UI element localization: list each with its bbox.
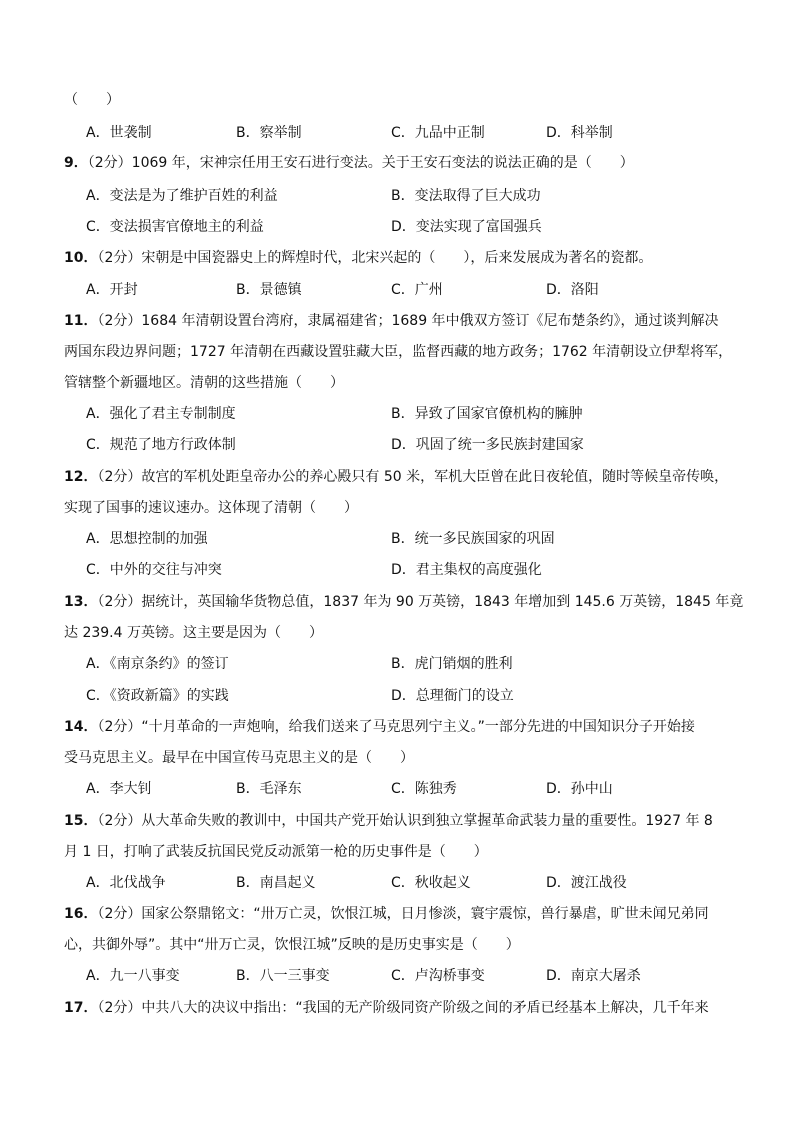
question-12-stem-line2	[64, 494, 764, 522]
stem-text: （2分）中共八大的决议中指出：“我国的无产阶级同资产阶级之间的矛盾已经基本上解决，几千年来	[97, 1000, 709, 1016]
question-12-options-row1	[0, 525, 794, 553]
stem-text: （2分）宋朝是中国瓷器史上的辉煌时代，北宋兴起的（ ），后来发展成为著名的瓷都。	[97, 250, 653, 266]
question-14-stem-line2	[64, 744, 764, 772]
stem-text: 实现了国事的速议速办。这体现了清朝（ ）	[64, 500, 358, 516]
question-number: 10．	[64, 250, 98, 266]
question-number: 14．	[64, 719, 98, 735]
option-c[interactable]: C．卢沟桥事变	[391, 968, 485, 984]
stem-text: 受马克思主义。最早在中国宣传马克思主义的是（ ）	[64, 750, 414, 766]
option-a[interactable]: A．世袭制	[86, 125, 152, 141]
option-b[interactable]: B．毛泽东	[236, 781, 302, 797]
question-number: 16．	[64, 906, 98, 922]
question-16-stem-line2	[64, 931, 764, 959]
option-c[interactable]: C．变法损害官僚地主的利益	[86, 219, 264, 235]
option-d[interactable]: D．巩固了统一多民族封建国家	[391, 437, 584, 453]
question-11-stem-line2	[64, 338, 764, 366]
option-a[interactable]: A．变法是为了维护百姓的利益	[86, 188, 278, 204]
option-a[interactable]: A．强化了君主专制制度	[86, 406, 236, 422]
option-b[interactable]: B．统一多民族国家的巩固	[391, 531, 555, 547]
option-d[interactable]: D．科举制	[546, 125, 613, 141]
option-d[interactable]: D．变法实现了富国强兵	[391, 219, 542, 235]
question-number: 12．	[64, 469, 98, 485]
question-15-stem-line1	[64, 807, 764, 835]
question-10-stem	[64, 244, 764, 272]
question-15-options	[0, 869, 794, 897]
question-13-stem-line2	[64, 619, 764, 647]
option-d[interactable]: D．君主集权的高度强化	[391, 562, 542, 578]
stem-text: （2分）从大革命失败的教训中，中国共产党开始认识到独立掌握革命武装力量的重要性。1927 年 8	[97, 813, 713, 829]
question-number: 11．	[64, 313, 98, 329]
question-9-options-row1	[0, 182, 794, 210]
question-11-stem-line1	[64, 307, 764, 335]
stem-text: （2分）1069 年，宋神宗任用王安石进行变法。关于王安石变法的说法正确的是（ ）	[87, 155, 634, 171]
option-d[interactable]: D．渡江战役	[546, 875, 627, 891]
option-a[interactable]: A．《南京条约》的签订	[86, 656, 229, 672]
question-14-stem-line1	[64, 713, 764, 741]
option-c[interactable]: C．陈独秀	[391, 781, 457, 797]
option-c[interactable]: C．中外的交往与冲突	[86, 562, 222, 578]
option-b[interactable]: B．虎门销烟的胜利	[391, 656, 513, 672]
stem-text: （2分）国家公祭鼎铭文：“卅万亡灵，饮恨江城，日月惨淡，寰宇震惊，兽行暴虐，旷世未闻兄弟同	[97, 906, 709, 922]
option-d[interactable]: D．孙中山	[546, 781, 613, 797]
option-b[interactable]: B．异致了国家官僚机构的臃肿	[391, 406, 583, 422]
question-8-stem-tail	[64, 86, 764, 114]
question-number: 9．	[64, 155, 88, 171]
question-13-stem-line1	[64, 588, 764, 616]
option-a[interactable]: A．开封	[86, 282, 138, 298]
stem-text: 管辖整个新疆地区。清朝的这些措施（ ）	[64, 375, 344, 391]
question-9-options-row2	[0, 213, 794, 241]
option-a[interactable]: A．九一八事变	[86, 968, 180, 984]
stem-text: 心，共御外辱”。其中“卅万亡灵，饮恨江城”反映的是历史事实是（ ）	[64, 937, 520, 953]
option-b[interactable]: B．南昌起义	[236, 875, 316, 891]
question-10-options	[0, 276, 794, 304]
option-c[interactable]: C．规范了地方行政体制	[86, 437, 236, 453]
question-13-options-row2	[0, 682, 794, 710]
question-12-options-row2	[0, 556, 794, 584]
option-d[interactable]: D．南京大屠杀	[546, 968, 641, 984]
stem-text: （2分）故宫的军机处距皇帝办公的养心殿只有 50 米，军机大臣曾在此日夜轮值，随时等候皇帝传唤，	[97, 469, 729, 485]
option-c[interactable]: C．九品中正制	[391, 125, 485, 141]
stem-text: 月 1 日，打响了武装反抗国民党反动派第一枪的历史事件是（ ）	[64, 844, 488, 860]
question-number: 13．	[64, 594, 98, 610]
stem-text: 达 239.4 万英镑。这主要是因为（ ）	[64, 625, 323, 641]
question-15-stem-line2	[64, 838, 764, 866]
question-17-stem-line1	[64, 994, 764, 1022]
question-13-options-row1	[0, 650, 794, 678]
stem-text: （2分）1684 年清朝设置台湾府，隶属福建省；1689 年中俄双方签订《尼布楚条约》，通过谈判解决	[97, 313, 719, 329]
stem-text: （2分）据统计，英国输华货物总值，1837 年为 90 万英镑，1843 年增加到 145.6 万英镑，1845 年竟	[97, 594, 744, 610]
question-number: 15．	[64, 813, 98, 829]
question-11-options-row2	[0, 431, 794, 459]
option-c[interactable]: C．秋收起义	[391, 875, 471, 891]
option-d[interactable]: D．总理衙门的设立	[391, 688, 514, 704]
option-b[interactable]: B．八一三事变	[236, 968, 330, 984]
stem-text: 两国东段边界问题；1727 年清朝在西藏设置驻藏大臣，监督西藏的地方政务；1762 年清朝设立伊犁将军，	[64, 344, 733, 360]
question-8-options	[0, 119, 794, 147]
question-14-options	[0, 775, 794, 803]
question-number: 17．	[64, 1000, 98, 1016]
question-16-options	[0, 962, 794, 990]
option-c[interactable]: C．《资政新篇》的实践	[86, 688, 229, 704]
option-a[interactable]: A．李大钊	[86, 781, 152, 797]
question-9-stem	[64, 149, 764, 177]
question-11-options-row1	[0, 400, 794, 428]
question-16-stem-line1	[64, 900, 764, 928]
option-d[interactable]: D．洛阳	[546, 282, 599, 298]
option-b[interactable]: B．景德镇	[236, 282, 302, 298]
stem-text: （2分）“十月革命的一声炮响，给我们送来了马克思列宁主义。”一部分先进的中国知识分子开始接	[97, 719, 695, 735]
option-a[interactable]: A．北伐战争	[86, 875, 166, 891]
option-a[interactable]: A．思想控制的加强	[86, 531, 208, 547]
question-12-stem-line1	[64, 463, 764, 491]
question-11-stem-line3	[64, 369, 764, 397]
option-c[interactable]: C．广州	[391, 282, 443, 298]
option-b[interactable]: B．察举制	[236, 125, 302, 141]
stem-text: （ ）	[64, 92, 120, 108]
option-b[interactable]: B．变法取得了巨大成功	[391, 188, 541, 204]
